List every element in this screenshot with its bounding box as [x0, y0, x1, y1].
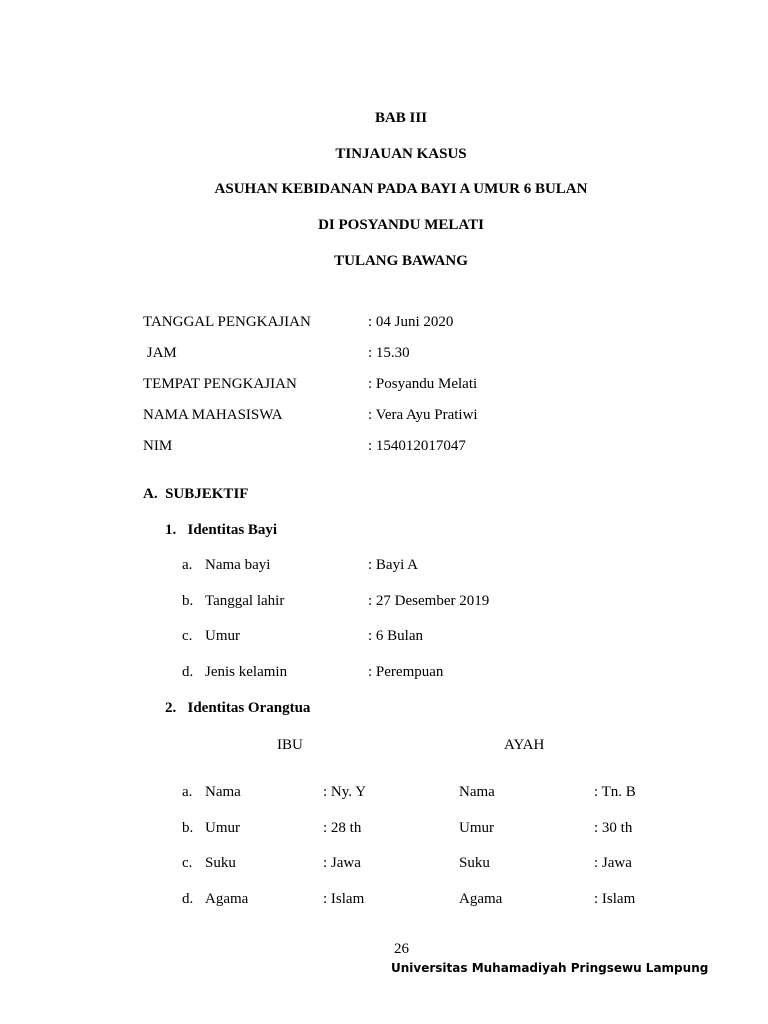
- info-value-tanggal: : 04 Juni 2020: [368, 314, 454, 330]
- ayah-value-nama: : Tn. B: [594, 784, 636, 800]
- list-marker: b.: [182, 593, 194, 609]
- identitas-orangtua-heading: 2. Identitas Orangtua: [165, 700, 311, 716]
- ibu-label-nama: Nama: [205, 784, 241, 800]
- list-marker: b.: [182, 820, 194, 836]
- section-subjektif-heading: A. SUBJEKTIF: [143, 486, 249, 502]
- chapter-heading: BAB III: [374, 110, 428, 126]
- ibu-value-umur: : 28 th: [323, 820, 362, 836]
- list-marker: c.: [182, 628, 193, 644]
- info-label-nim: NIM: [143, 438, 173, 454]
- region-heading: TULANG BAWANG: [334, 253, 468, 269]
- list-marker: a.: [182, 784, 193, 800]
- identitas-bayi-heading: 1. Identitas Bayi: [165, 522, 278, 538]
- ayah-label-suku: Suku: [459, 855, 490, 871]
- ibu-label-umur: Umur: [205, 820, 240, 836]
- ayah-label-nama: Nama: [459, 784, 495, 800]
- info-label-tanggal: TANGGAL PENGKAJIAN: [143, 314, 311, 330]
- list-marker: d.: [182, 891, 194, 907]
- list-marker: d.: [182, 664, 194, 680]
- info-label-tempat: TEMPAT PENGKAJIAN: [143, 376, 297, 392]
- ibu-value-nama: : Ny. Y: [323, 784, 367, 800]
- ibu-value-agama: : Islam: [323, 891, 365, 907]
- bayi-label-jenis-kelamin: Jenis kelamin: [205, 664, 288, 680]
- info-label-mahasiswa: NAMA MAHASISWA: [143, 407, 283, 423]
- page-number: 26: [394, 941, 409, 957]
- ibu-label-agama: Agama: [205, 891, 249, 907]
- ayah-value-agama: : Islam: [594, 891, 636, 907]
- ayah-label-umur: Umur: [459, 820, 494, 836]
- info-label-jam: JAM: [143, 345, 177, 361]
- bayi-value-nama: : Bayi A: [368, 557, 419, 573]
- ayah-value-umur: : 30 th: [594, 820, 633, 836]
- info-value-nim: : 154012017047: [368, 438, 466, 454]
- bayi-value-umur: : 6 Bulan: [368, 628, 423, 644]
- bayi-label-tanggal-lahir: Tanggal lahir: [205, 593, 285, 609]
- ibu-label-suku: Suku: [205, 855, 236, 871]
- info-value-tempat: : Posyandu Melati: [368, 376, 478, 392]
- ibu-value-suku: : Jawa: [323, 855, 361, 871]
- info-value-jam: : 15.30: [368, 345, 410, 361]
- location-heading: DI POSYANDU MELATI: [318, 217, 484, 233]
- column-header-ibu: IBU: [277, 737, 303, 753]
- bayi-value-jenis-kelamin: : Perempuan: [368, 664, 444, 680]
- list-marker: a.: [182, 557, 193, 573]
- bayi-label-nama: Nama bayi: [205, 557, 271, 573]
- info-value-mahasiswa: : Vera Ayu Pratiwi: [368, 407, 478, 423]
- bayi-value-tanggal-lahir: : 27 Desember 2019: [368, 593, 490, 609]
- bayi-label-umur: Umur: [205, 628, 240, 644]
- list-marker: c.: [182, 855, 193, 871]
- ayah-value-suku: : Jawa: [594, 855, 632, 871]
- ayah-label-agama: Agama: [459, 891, 503, 907]
- footer-university: Universitas Muhamadiyah Pringsewu Lampung: [391, 961, 709, 975]
- section-heading: TINJAUAN KASUS: [335, 146, 467, 162]
- document-title: ASUHAN KEBIDANAN PADA BAYI A UMUR 6 BULAN: [214, 181, 588, 197]
- column-header-ayah: AYAH: [504, 737, 545, 753]
